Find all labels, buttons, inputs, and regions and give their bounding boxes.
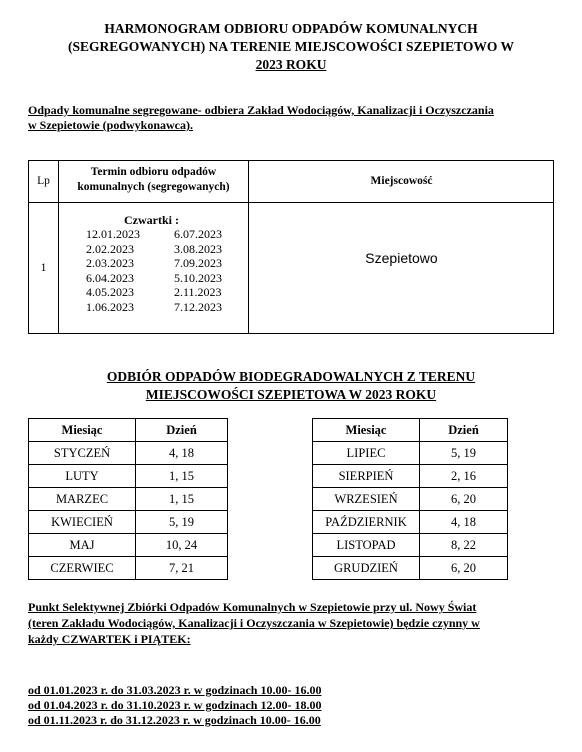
month-cell: LIPIEC bbox=[313, 442, 420, 465]
date-item: 2.11.2023 bbox=[174, 285, 222, 299]
date-item: 4.05.2023 bbox=[86, 285, 134, 299]
day-cell: 6, 20 bbox=[420, 488, 508, 511]
date-item: 2.02.2023 bbox=[86, 241, 134, 256]
day-cell: 5, 19 bbox=[420, 442, 508, 465]
table-row bbox=[29, 442, 228, 465]
date-item: 1.06.2023 bbox=[86, 299, 134, 314]
month-cell: SIERPIEŃ bbox=[313, 465, 420, 488]
month-cell: MAJ bbox=[29, 534, 136, 557]
date-item: 6.04.2023 bbox=[86, 270, 134, 285]
footer-line-3: każdy CZWARTEK i PIĄTEK: bbox=[28, 632, 191, 646]
table-row bbox=[313, 465, 508, 488]
hours-line-2: od 01.04.2023 r. do 31.10.2023 r. w godzinach 12.00- 18.00 bbox=[28, 698, 322, 712]
day-cell: 4, 18 bbox=[136, 442, 228, 465]
table-row bbox=[29, 488, 228, 511]
date-item: 12.01.2023 bbox=[86, 227, 140, 241]
title-line-3: 2023 ROKU bbox=[255, 57, 327, 72]
month-cell: KWIECIEŃ bbox=[29, 511, 136, 534]
date-item: 3.08.2023 bbox=[174, 241, 222, 256]
day-cell: 1, 15 bbox=[136, 488, 228, 511]
day-cell: 6, 20 bbox=[420, 557, 508, 580]
bio-title-line-1: ODBIÓR ODPADÓW BIODEGRADOWALNYCH Z TERENU bbox=[106, 369, 476, 384]
month-cell: LUTY bbox=[29, 465, 136, 488]
day-cell: 2, 16 bbox=[420, 465, 508, 488]
table-row bbox=[313, 511, 508, 534]
col-header-month: Miesiąc bbox=[313, 419, 420, 442]
month-cell: STYCZEŃ bbox=[29, 442, 136, 465]
dates-right-column bbox=[174, 227, 222, 314]
col-header-miejscowosc: Miejscowość bbox=[370, 175, 433, 187]
day-cell: 5, 19 bbox=[136, 511, 228, 534]
col-header-day: Dzień bbox=[136, 419, 228, 442]
day-cell: 8, 22 bbox=[420, 534, 508, 557]
bio-table-left bbox=[28, 418, 228, 580]
date-item: 5.10.2023 bbox=[174, 270, 222, 285]
month-cell: LISTOPAD bbox=[313, 534, 420, 557]
day-cell: 4, 18 bbox=[420, 511, 508, 534]
intro-line-2: w Szepietowie (podwykonawca). bbox=[28, 118, 193, 132]
month-cell: CZERWIEC bbox=[29, 557, 136, 580]
schedule-table bbox=[28, 160, 554, 334]
title-line-2: (SEGREGOWANYCH) NA TERENIE MIEJSCOWOŚCI SZEPIETOWO W bbox=[68, 39, 514, 54]
table-row bbox=[313, 488, 508, 511]
col-header-day: Dzień bbox=[420, 419, 508, 442]
col-header-termin-1: Termin odbioru odpadów bbox=[90, 166, 217, 178]
day-cell: 7, 21 bbox=[136, 557, 228, 580]
date-item: 7.12.2023 bbox=[174, 299, 222, 314]
col-header-termin-2: komunalnych (segregowanych) bbox=[77, 181, 230, 193]
table-row bbox=[313, 557, 508, 580]
hours-line-1: od 01.01.2023 r. do 31.03.2023 r. w godzinach 10.00- 16.00 bbox=[28, 683, 322, 697]
footer-line-2: (teren Zakładu Wodociągów, Kanalizacji i Oczyszczania w Szepietowie) będzie czynny w bbox=[28, 616, 480, 630]
table-row bbox=[313, 534, 508, 557]
row-lp: 1 bbox=[40, 260, 47, 274]
dates-left-column bbox=[86, 227, 140, 314]
table-row bbox=[29, 465, 228, 488]
intro-line-1: Odpady komunalne segregowane- odbiera Zakład Wodociągów, Kanalizacji i Oczyszczania bbox=[28, 103, 494, 117]
table-row bbox=[29, 534, 228, 557]
table-row bbox=[313, 442, 508, 465]
date-item: 2.03.2023 bbox=[86, 256, 134, 270]
table-row bbox=[29, 511, 228, 534]
month-cell: WRZESIEŃ bbox=[313, 488, 420, 511]
date-item: 6.07.2023 bbox=[174, 227, 222, 241]
date-item: 7.09.2023 bbox=[174, 256, 222, 270]
col-header-lp: Lp bbox=[37, 175, 50, 187]
title-line-1: HARMONOGRAM ODBIORU ODPADÓW KOMUNALNYCH bbox=[104, 21, 478, 36]
bio-title-line-2: MIEJSCOWOŚCI SZEPIETOWA W 2023 ROKU bbox=[145, 387, 437, 402]
day-label: Czwartki : bbox=[124, 213, 179, 227]
bio-table-right bbox=[312, 418, 508, 580]
col-header-month: Miesiąc bbox=[29, 419, 136, 442]
place-name: Szepietowo bbox=[365, 250, 438, 266]
table-row bbox=[29, 557, 228, 580]
footer-line-1: Punkt Selektywnej Zbiórki Odpadów Komunalnych w Szepietowie przy ul. Nowy Świat bbox=[28, 600, 477, 614]
day-cell: 10, 24 bbox=[136, 534, 228, 557]
month-cell: PAŹDZIERNIK bbox=[313, 511, 420, 534]
month-cell: GRUDZIEŃ bbox=[313, 557, 420, 580]
hours-line-3: od 01.11.2023 r. do 31.12.2023 r. w godzinach 10.00- 16.00 bbox=[28, 713, 321, 727]
month-cell: MARZEC bbox=[29, 488, 136, 511]
day-cell: 1, 15 bbox=[136, 465, 228, 488]
